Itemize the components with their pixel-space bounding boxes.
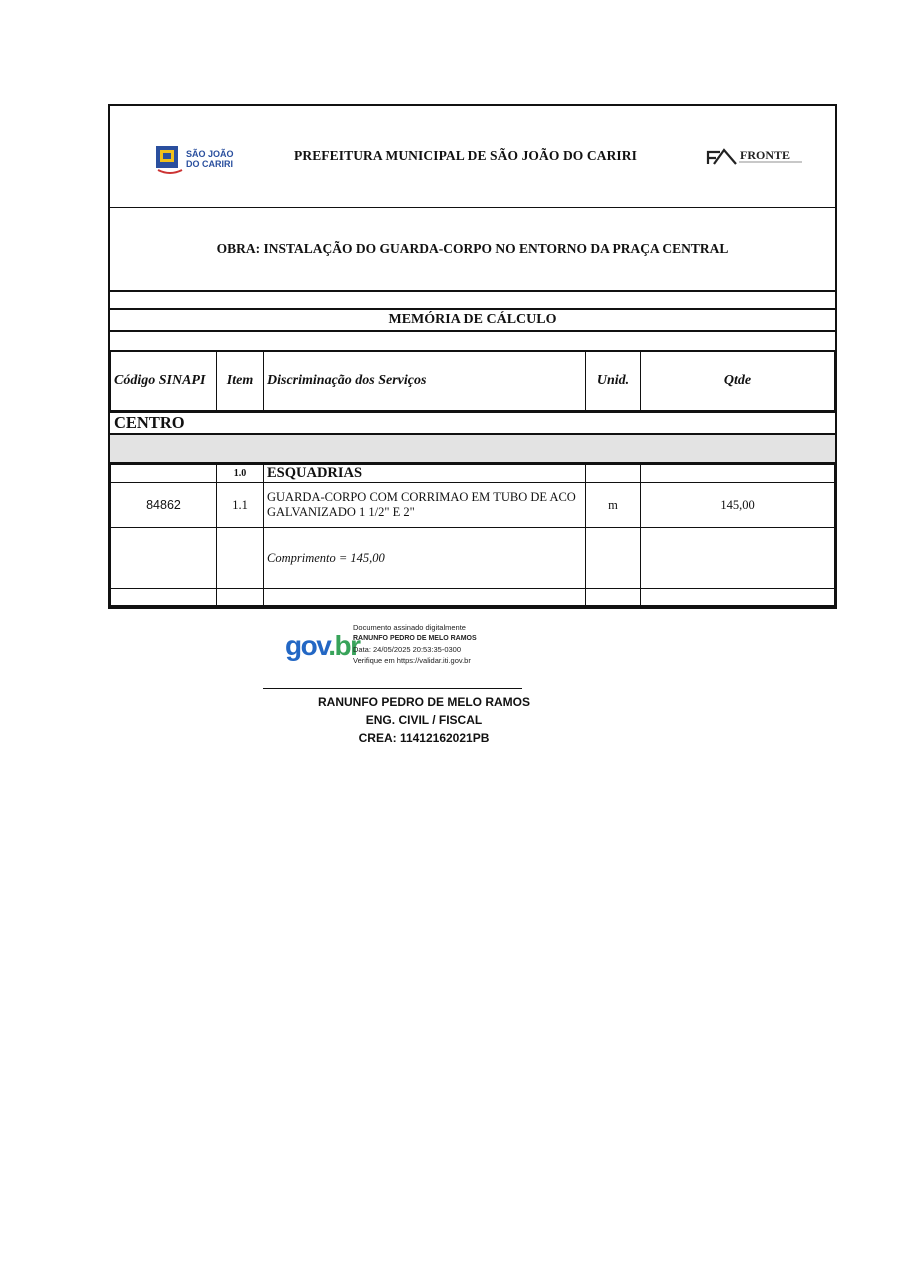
spacer-row: [110, 290, 835, 308]
col-header-unid: Unid.: [586, 351, 641, 411]
stamp-name: RANUNFO PEDRO DE MELO RAMOS: [353, 635, 477, 642]
stamp-line1: Documento assinado digitalmente: [353, 623, 466, 632]
govbr-logo: gov.br: [285, 630, 360, 661]
table-row-group: [111, 465, 835, 483]
document-sheet: [108, 104, 837, 609]
group-item: 1.0: [217, 465, 264, 483]
cell-item: 1.1: [217, 483, 264, 528]
svg-text:SÃO JOÃO: SÃO JOÃO: [186, 149, 234, 159]
signer-name: RANUNFO PEDRO DE MELO RAMOS: [317, 695, 530, 709]
obra-title: OBRA: INSTALAÇÃO DO GUARDA-CORPO NO ENTORNO DA PRAÇA CENTRAL: [110, 207, 835, 290]
signer-block: [263, 693, 585, 747]
fronte-logo-text: FRONTE: [740, 148, 791, 162]
table-row-calc: [111, 528, 835, 589]
cell-codigo: 84862: [111, 483, 217, 528]
page-title: PREFEITURA MUNICIPAL DE SÃO JOÃO DO CARIRI: [294, 148, 637, 163]
table-row: [111, 483, 835, 528]
signature-line: [263, 688, 522, 689]
cell-unid: m: [586, 483, 641, 528]
stamp-verify-link[interactable]: Verifique em https://validar.iti.gov.br: [353, 656, 471, 665]
cell-descricao: GUARDA-CORPO COM CORRIMAO EM TUBO DE ACO GALVANIZADO 1 1/2" E 2": [264, 483, 586, 528]
digital-signature-stamp: [285, 622, 525, 670]
fronte-logo: [706, 146, 806, 168]
gray-band: [110, 435, 835, 464]
col-header-qtde: Qtde: [641, 351, 835, 411]
memoria-title: MEMÓRIA DE CÁLCULO: [110, 308, 835, 330]
document-header: [110, 106, 835, 207]
cell-qtde: 145,00: [641, 483, 835, 528]
table-header-row: [111, 351, 835, 411]
services-table: [110, 350, 835, 411]
signer-role: ENG. CIVIL / FISCAL: [365, 713, 483, 727]
col-header-item: Item: [217, 351, 264, 411]
col-header-codigo: Código SINAPI: [111, 351, 217, 411]
calc-text: Comprimento = 145,00: [264, 528, 586, 589]
col-header-discriminacao: Discriminação dos Serviços: [264, 351, 586, 411]
spacer-row: [110, 330, 835, 350]
group-label: ESQUADRIAS: [264, 465, 586, 483]
table-row-empty: [111, 589, 835, 607]
svg-text:DO CARIRI: DO CARIRI: [186, 159, 233, 169]
stamp-date: Data: 24/05/2025 20:53:35-0300: [353, 645, 462, 654]
services-table-body: [110, 464, 835, 607]
prefeitura-logo: [154, 140, 246, 176]
section-label: CENTRO: [110, 411, 835, 435]
signer-crea: CREA: 11412162021PB: [358, 731, 490, 745]
